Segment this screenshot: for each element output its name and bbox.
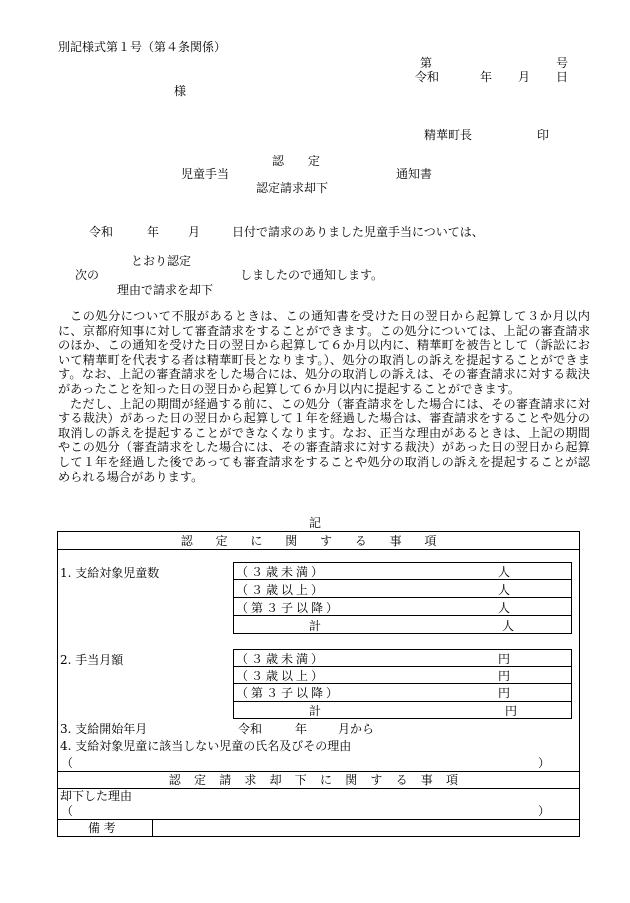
- intro-option-reject: 理由で請求を却下: [117, 283, 214, 297]
- item3-label: 3. 支給開始年月: [60, 722, 148, 736]
- item2-row-unit: 円: [498, 686, 511, 700]
- intro-month: 月: [188, 225, 201, 239]
- item2-row-label: （第３子以降）: [236, 686, 342, 700]
- item2-row-label: （３歳以上）: [236, 669, 327, 683]
- divider: [233, 666, 572, 667]
- remarks-label: 備考: [88, 821, 120, 835]
- intro-year: 年: [147, 225, 160, 239]
- item1-row-unit: 人: [498, 583, 511, 597]
- divider: [233, 683, 572, 684]
- item1-total-unit: 人: [502, 619, 515, 633]
- item2-label: 2. 手当月額: [60, 653, 124, 667]
- issuer-name: 精華町長: [424, 128, 473, 142]
- item2-row-unit: 円: [498, 669, 511, 683]
- section1-heading: 認定に関する事項: [180, 534, 460, 548]
- item4-paren-open: （: [61, 756, 74, 770]
- item1-label: 1. 支給対象児童数: [60, 566, 160, 580]
- divider: [57, 788, 580, 789]
- reason-paren-close: ）: [538, 804, 551, 818]
- title-option-reject: 認定請求却下: [256, 181, 329, 195]
- item1-row-label: （３歳未満）: [236, 565, 327, 579]
- number-suffix: 号: [556, 56, 569, 70]
- divider: [57, 819, 580, 820]
- reason-label: 却下した理由: [60, 789, 133, 803]
- item3-year: 年: [295, 722, 308, 736]
- item3-month: 月から: [338, 722, 375, 736]
- intro-era: 令和: [89, 225, 114, 239]
- date-era: 令和: [415, 70, 440, 84]
- date-month: 月: [518, 70, 531, 84]
- item1-row-label: （３歳以上）: [236, 583, 327, 597]
- item2-total-unit: 円: [505, 704, 518, 718]
- number-label: 第: [420, 56, 433, 70]
- item1-row-unit: 人: [498, 601, 511, 615]
- item2-row-label: （３歳未満）: [236, 652, 327, 666]
- item3-era: 令和: [238, 722, 263, 736]
- ki-mark: 記: [309, 516, 322, 530]
- title-suffix: 通知書: [396, 167, 433, 181]
- seal-mark: 印: [537, 128, 550, 142]
- date-year: 年: [480, 70, 493, 84]
- item4-label: 4. 支給対象児童に該当しない児童の氏名及びその理由: [60, 739, 352, 753]
- title-prefix: 児童手当: [181, 167, 230, 181]
- divider: [233, 701, 572, 702]
- item2-total-label: 計: [309, 704, 322, 718]
- intro-lead: 次の: [75, 268, 100, 282]
- notice-body: [58, 309, 590, 484]
- divider: [57, 771, 580, 772]
- date-day: 日: [556, 70, 569, 84]
- form-title: 別記様式第１号（第４条関係）: [58, 40, 227, 54]
- paragraph: この処分について不服があるときは、この通知書を受けた日の翌日から起算して３か月以内に、京都府知事に対して審査請求をすることができます。この処分については、上記の審査請求のほか、この通知を受けた日の翌日から起算して６か月以内に、精華町を被告として（訴訟において精華町を代表する者は精華町長となります。）、処分の取消しの訴えを提起することができます。なお、上記の審査請求をした場合には、処分の取消しの訴えは、その審査請求に対する裁決があったことを知った日の翌日から起算して６か月以内に提起することができます。: [58, 309, 590, 396]
- divider: [152, 819, 153, 837]
- divider: [233, 597, 572, 598]
- item1-row-unit: 人: [498, 565, 511, 579]
- divider: [233, 615, 572, 616]
- intro-text: 日付で請求のありました児童手当については、: [232, 225, 484, 239]
- item1-row-label: （第３子以降）: [236, 601, 342, 615]
- intro-tail: しましたので通知します。: [240, 268, 384, 282]
- item2-row-unit: 円: [498, 652, 511, 666]
- paragraph: ただし、上記の期間が経過する前に、この処分（審査請求をした場合には、その審査請求に対する裁決）があった日の翌日から起算して１年を経過した場合は、審査請求をすることや処分の取消しの訴えを提起することができなくなります。なお、正当な理由があるときは、上記の期間やこの処分（審査請求をした場合には、その審査請求に対する裁決）があった日の翌日から起算して１年を経過した後であっても審査請求をすることや処分の取消しの訴えを提起することが認められる場合があります。: [58, 396, 590, 484]
- reason-paren-open: （: [61, 804, 74, 818]
- item1-total-label: 計: [309, 619, 322, 633]
- section2-heading: 認定請求却下に関する事項: [168, 773, 472, 787]
- divider: [233, 579, 572, 580]
- item4-paren-close: ）: [538, 756, 551, 770]
- divider: [57, 549, 580, 550]
- intro-option-approve: とおり認定: [131, 254, 192, 268]
- title-option-approve: 認 定: [272, 154, 321, 168]
- addressee-suffix: 様: [174, 84, 187, 98]
